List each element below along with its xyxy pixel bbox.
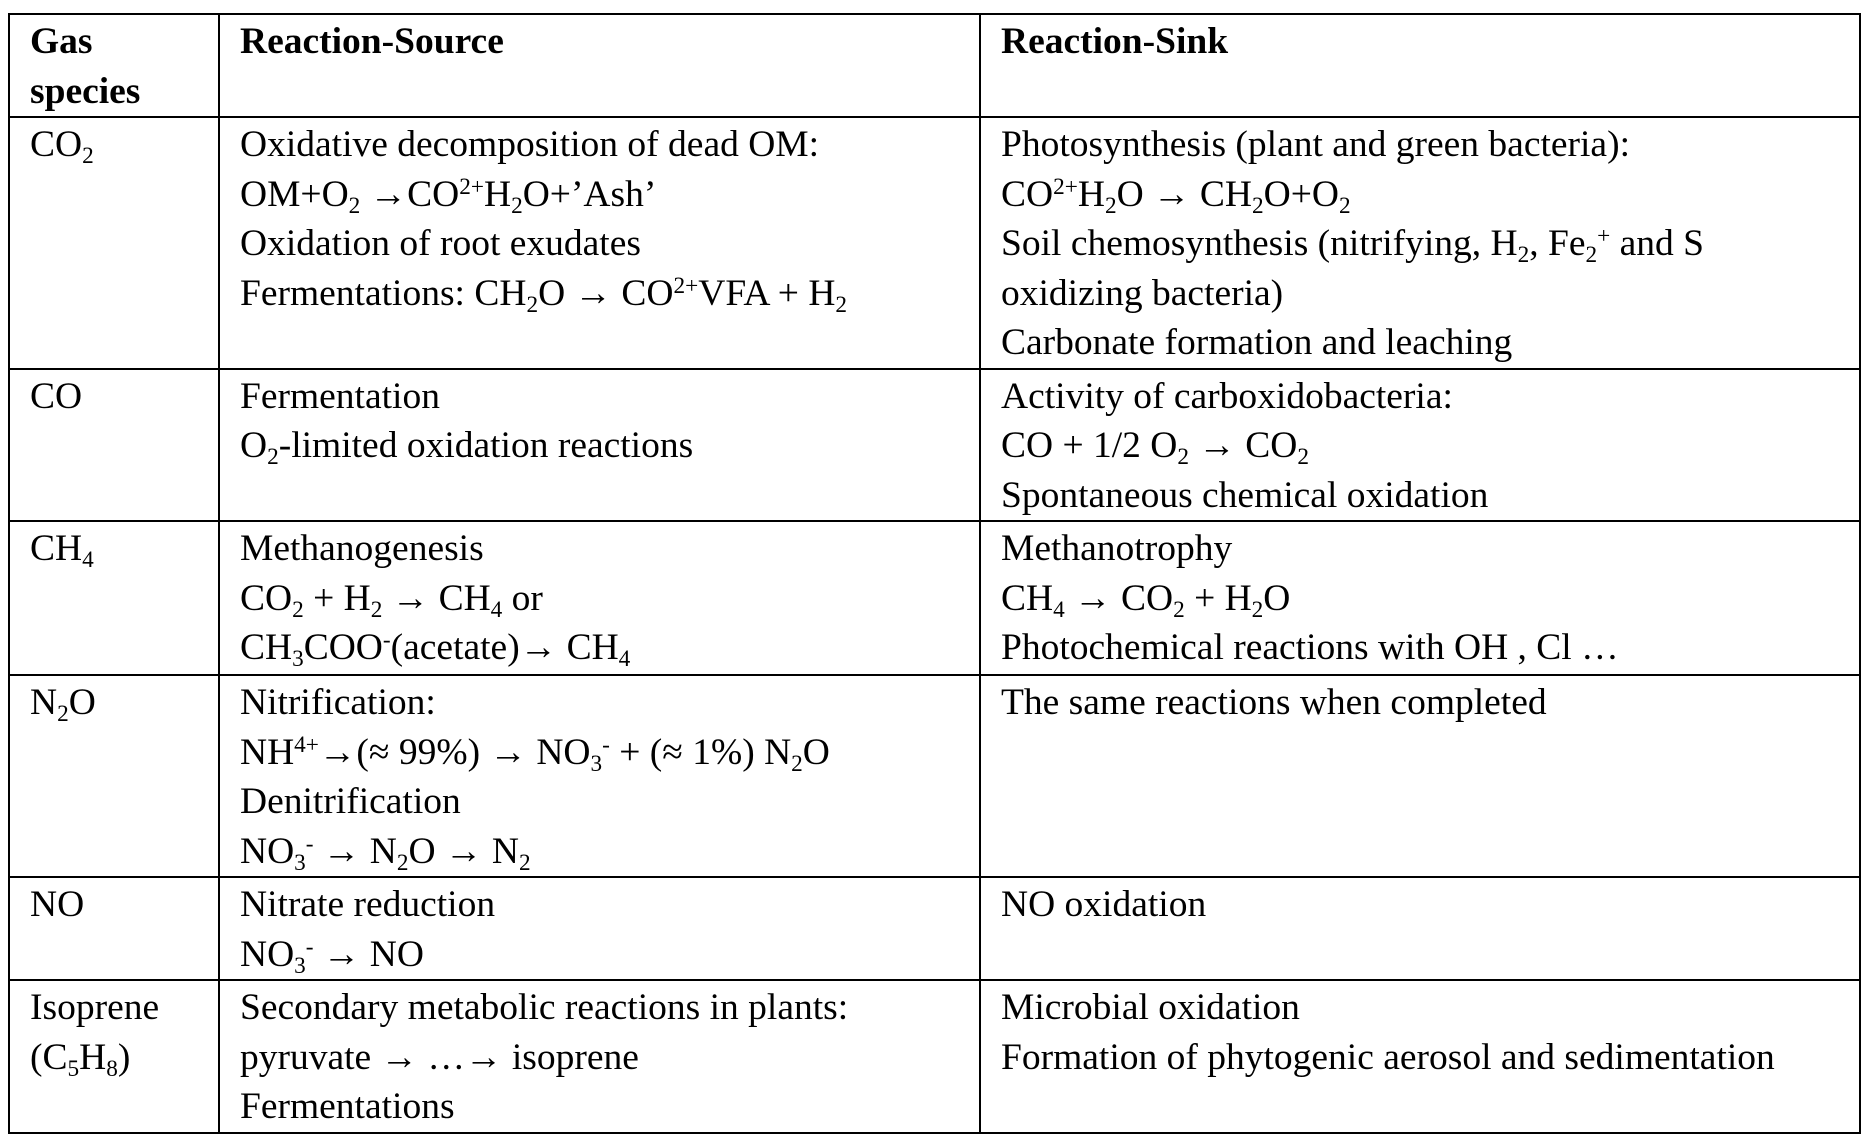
source-cell — [219, 980, 980, 1133]
table-row — [9, 675, 1860, 877]
source-line: Methanogenesis — [240, 528, 484, 569]
sink-cell — [980, 877, 1860, 980]
table-row — [9, 369, 1860, 522]
gas-label: NO — [30, 884, 85, 925]
source-line: $O_2$-limited oxidation reactions — [240, 425, 694, 471]
sink-line: $CO^{2+}H_2O \to CH_2O+O_2$ — [1001, 173, 1351, 219]
gas-cell — [9, 117, 219, 369]
sink-line: Methanotrophy — [1001, 528, 1233, 569]
source-cell — [219, 521, 980, 675]
sink-line: Formation of phytogenic aerosol and sedimentation — [1001, 1036, 1775, 1078]
source-line: Fermentations — [240, 1086, 455, 1127]
source-line: Fermentations: $CH_2O \to CO^{2+}VFA + H_2$ — [240, 272, 848, 318]
sink-line: Carbonate formation and leaching — [1001, 322, 1513, 363]
sink-line: Activity of carboxidobacteria: — [1001, 375, 1453, 417]
table-row — [9, 521, 1860, 675]
sink-line: NO oxidation — [1001, 884, 1207, 925]
source-line: Oxidative decomposition of dead OM: — [240, 124, 820, 165]
source-line: Denitrification — [240, 781, 461, 822]
gas-label: $CO_2$ — [30, 124, 94, 170]
sink-line: Microbial oxidation — [1001, 987, 1300, 1028]
gas-label: $CH_4$ — [30, 528, 94, 574]
source-line: pyruvate → …→ isoprene — [240, 1036, 639, 1078]
source-line: $NH^{4+}\to(\approx 99\%) \to NO_3^-$ + (≈ 1%) $N_2O$ — [240, 731, 830, 777]
sink-cell — [980, 675, 1860, 877]
gas-cell — [9, 369, 219, 522]
header-row — [9, 14, 1860, 117]
source-cell — [219, 369, 980, 522]
sink-line: Soil chemosynthesis (nitrifying, $H_2$, $Fe_2^+$ and S oxidizing bacteria) — [1001, 223, 1705, 314]
sink-cell — [980, 521, 1860, 675]
sink-cell — [980, 980, 1860, 1133]
sink-line: Photochemical reactions with OH , Cl … — [1001, 627, 1619, 668]
gas-label: $N_2O$ — [30, 682, 96, 728]
gas-label: Isoprene $(C_5H_8)$ — [30, 987, 160, 1082]
sink-cell — [980, 117, 1860, 369]
header-reaction-source: Reaction-Source — [219, 14, 980, 117]
source-line: $CH_3COO^-(acetate)\to CH_4$ — [240, 627, 631, 673]
source-line: Secondary metabolic reactions in plants: — [240, 987, 849, 1028]
table-row — [9, 117, 1860, 369]
header-gas-species: Gas species — [9, 14, 219, 117]
source-line: Oxidation of root exudates — [240, 223, 641, 264]
gas-cell — [9, 980, 219, 1133]
table-row — [9, 877, 1860, 980]
gas-cell — [9, 877, 219, 980]
sink-line: The same reactions when completed — [1001, 682, 1547, 723]
source-cell — [219, 675, 980, 877]
source-cell — [219, 117, 980, 369]
table-row — [9, 980, 1860, 1133]
source-line: $OM+O_2$ $\to CO^{2+}H_2O+’Ash$’ — [240, 173, 657, 219]
source-line: Nitrate reduction — [240, 884, 496, 925]
sink-line: Spontaneous chemical oxidation — [1001, 474, 1489, 516]
source-line: Fermentation — [240, 375, 440, 417]
source-line: Nitrification: — [240, 682, 436, 723]
gas-reactions-table — [8, 13, 1861, 1134]
sink-line: Photosynthesis (plant and green bacteria): — [1001, 124, 1630, 165]
sink-line: $CH_4 \to CO_2 + H_2O$ — [1001, 577, 1291, 623]
sink-cell — [980, 369, 1860, 522]
source-cell — [219, 877, 980, 980]
header-reaction-sink: Reaction-Sink — [980, 14, 1860, 117]
gas-label: CO — [30, 375, 83, 417]
gas-cell — [9, 675, 219, 877]
source-line: $NO_3^-$ → NO — [240, 933, 424, 979]
sink-line: CO + 1/2 $O_2 \to CO_2$ — [1001, 425, 1309, 471]
source-line: $CO_2 + H_2 \to CH_4$ or — [240, 577, 543, 623]
source-line: $NO_3^- \to N_2O \to N_2$ — [240, 830, 531, 876]
gas-cell — [9, 521, 219, 675]
